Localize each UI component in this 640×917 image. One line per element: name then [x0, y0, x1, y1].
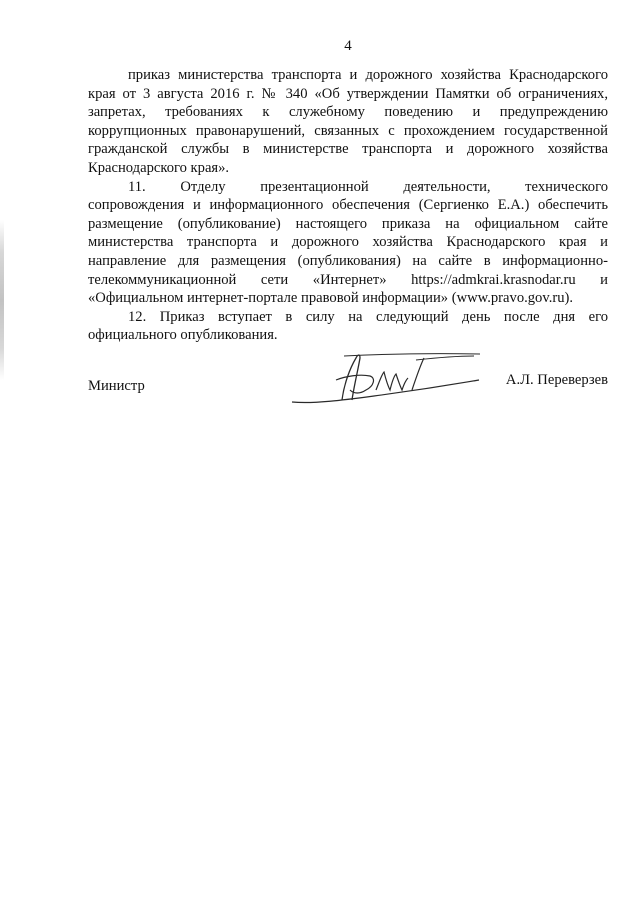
paragraph-12 — [88, 308, 608, 345]
text-line: 11. Отделу презентационной деятельности, технического — [128, 178, 608, 195]
text-line: официального опубликования. — [88, 327, 278, 344]
text-line: телекоммуникационной сети «Интернет» https://admkrai.krasnodar.ru и — [88, 271, 608, 288]
text-line: 12. Приказ вступает в силу на следующий день после дня его — [128, 308, 608, 325]
scan-edge-shadow — [0, 220, 4, 380]
page-number: 4 — [344, 38, 352, 54]
text-line: приказ министерства транспорта и дорожного хозяйства Краснодарского — [128, 67, 608, 83]
signatory-name: А.Л. Переверзев — [505, 372, 608, 388]
text-line: «Официальном интернет-портале правовой информации» (www.pravo.gov.ru). — [88, 290, 574, 307]
text-line: направление для размещения (опубликования) на сайте в информационно- — [88, 252, 608, 269]
signature-block — [88, 372, 608, 412]
text-line: сопровождения и информационного обеспечения (Сергиенко Е.А.) обеспечить — [88, 197, 608, 214]
text-line: министерства транспорта и дорожного хозяйства Краснодарского края и — [88, 234, 608, 251]
paragraph-continuation — [88, 66, 608, 178]
text-line: гражданской службы в министерстве транспорта и дорожного хозяйства — [88, 141, 608, 158]
paragraph-11 — [88, 178, 608, 308]
signatory-title: Министр — [88, 378, 145, 394]
text-line: размещение (опубликование) настоящего приказа на официальном сайте — [88, 215, 608, 232]
handwritten-signature — [284, 350, 484, 410]
text-line: края от 3 августа 2016 г. № 340 «Об утверждении Памятки об ограничениях, — [88, 85, 608, 102]
document-body — [88, 66, 608, 345]
text-line: запретах, требованиях к служебному поведению и предупреждению — [88, 104, 608, 121]
text-line: коррупционных правонарушений, связанных с прохождением государственной — [88, 122, 608, 139]
text-line: Краснодарского края». — [88, 159, 230, 176]
